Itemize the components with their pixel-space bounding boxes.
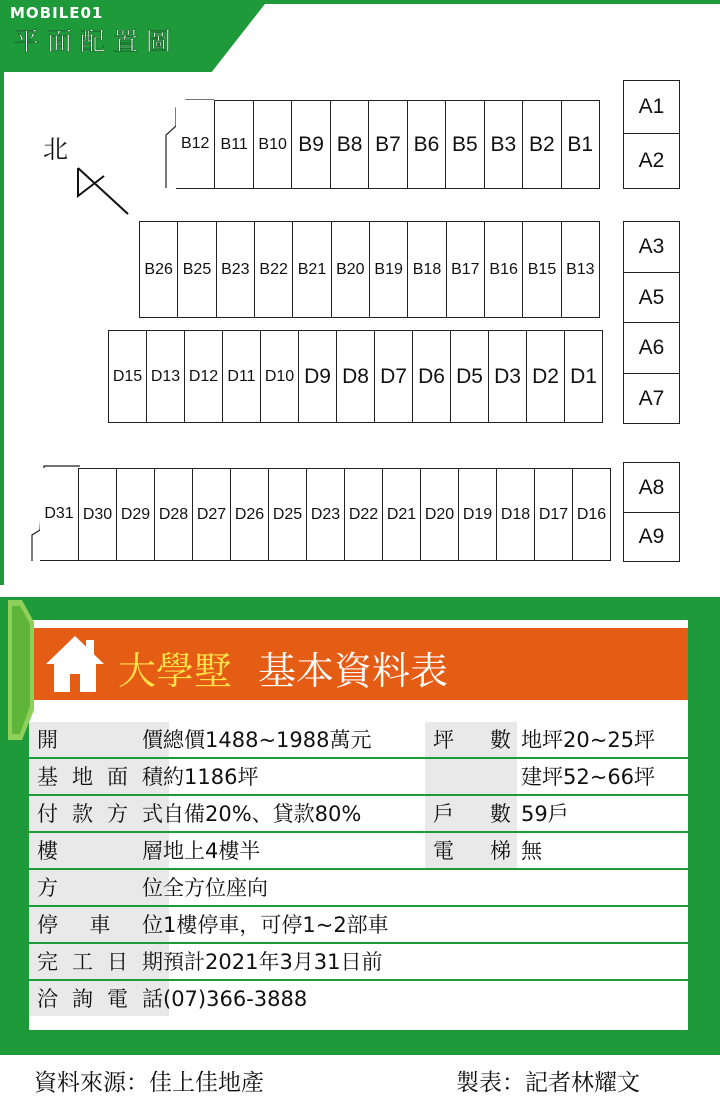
unit-d31: D31 (40, 468, 79, 561)
unit-d29: D29 (116, 468, 155, 561)
row-label: 洽詢電話 (29, 981, 169, 1016)
north-label: 北 (43, 135, 69, 164)
unit-d8: D8 (336, 330, 375, 423)
row-label: 停車位 (29, 907, 169, 942)
unit-b5: B5 (445, 100, 484, 189)
unit-d16: D16 (572, 468, 611, 561)
table-row (29, 907, 688, 944)
unit-d5: D5 (450, 330, 489, 423)
unit-b9: B9 (291, 100, 330, 189)
row-value: 地上4樓半 (163, 839, 261, 863)
unit-d26: D26 (230, 468, 269, 561)
unit-a7: A7 (623, 373, 680, 424)
info-table (29, 722, 688, 1018)
unit-d30: D30 (78, 468, 117, 561)
unit-d19: D19 (458, 468, 497, 561)
unit-a5: A5 (623, 272, 680, 323)
unit-b25: B25 (177, 221, 216, 318)
unit-d21: D21 (382, 468, 421, 561)
unit-d12: D12 (184, 330, 223, 423)
row-value: 全方位座向 (163, 876, 268, 900)
row-label: 樓層 (29, 833, 169, 868)
table-row (29, 833, 688, 870)
unit-b18: B18 (407, 221, 446, 318)
row-label-2 (425, 759, 517, 794)
unit-b21: B21 (292, 221, 331, 318)
row-label: 基地面積 (29, 759, 169, 794)
row-value-2: 59戶 (521, 802, 569, 826)
table-credit: 製表：記者林耀文 (456, 1070, 640, 1096)
unit-d18: D18 (496, 468, 535, 561)
table-title: 基本資料表 (258, 649, 449, 693)
row-label-2: 戶數 (425, 796, 517, 831)
unit-d3: D3 (488, 330, 527, 423)
row-label: 方位 (29, 870, 169, 905)
unit-d2: D2 (526, 330, 565, 423)
unit-b6: B6 (407, 100, 446, 189)
data-source: 資料來源：佳上佳地產 (34, 1070, 264, 1096)
unit-d17: D17 (534, 468, 573, 561)
table-row (29, 759, 688, 796)
unit-d13: D13 (146, 330, 185, 423)
unit-b13: B13 (561, 221, 600, 318)
unit-d10: D10 (260, 330, 299, 423)
unit-a9: A9 (623, 512, 680, 562)
row-value: (07)366-3888 (163, 987, 308, 1011)
unit-b11: B11 (214, 100, 253, 189)
unit-d6: D6 (412, 330, 451, 423)
table-row (29, 796, 688, 833)
row-value: 自備20%、貸款80% (163, 802, 362, 826)
unit-d20: D20 (420, 468, 459, 561)
unit-b2: B2 (522, 100, 561, 189)
unit-b8: B8 (330, 100, 369, 189)
table-row (29, 944, 688, 981)
unit-b7: B7 (368, 100, 407, 189)
unit-b12: B12 (176, 100, 215, 189)
unit-d1: D1 (564, 330, 603, 423)
unit-d7: D7 (374, 330, 413, 423)
unit-b22: B22 (254, 221, 293, 318)
header-strip-top (29, 620, 688, 628)
unit-a2: A2 (623, 133, 680, 189)
unit-a3: A3 (623, 221, 680, 273)
table-row (29, 981, 688, 1018)
row-label: 完工日期 (29, 944, 169, 979)
unit-b16: B16 (484, 221, 523, 318)
header-strip-bottom (29, 700, 688, 708)
house-icon (44, 632, 106, 696)
unit-a6: A6 (623, 322, 680, 374)
unit-d25: D25 (268, 468, 307, 561)
unit-b20: B20 (331, 221, 370, 318)
unit-d9: D9 (298, 330, 337, 423)
table-row (29, 722, 688, 759)
table-row (29, 870, 688, 907)
unit-b1: B1 (561, 100, 600, 189)
unit-d28: D28 (154, 468, 193, 561)
tab-arrow-icon (8, 600, 34, 740)
unit-d23: D23 (306, 468, 345, 561)
project-name: 大學墅 (118, 649, 233, 693)
row-value-2: 無 (521, 839, 542, 863)
unit-d22: D22 (344, 468, 383, 561)
unit-b10: B10 (253, 100, 292, 189)
row-label-2: 坪數 (425, 722, 517, 757)
brand-logo: MOBILE01 (10, 4, 104, 22)
unit-d27: D27 (192, 468, 231, 561)
row-value: 總價1488~1988萬元 (163, 728, 372, 752)
unit-b17: B17 (446, 221, 485, 318)
row-value-2: 地坪20~25坪 (521, 728, 656, 752)
row-label: 付款方式 (29, 796, 169, 831)
row-label-2: 電梯 (425, 833, 517, 868)
row-value: 預計2021年3月31日前 (163, 950, 383, 974)
unit-b19: B19 (369, 221, 408, 318)
row-value-2: 建坪52~66坪 (521, 765, 656, 789)
row-value: 1樓停車，可停1~2部車 (163, 913, 389, 937)
unit-d15: D15 (108, 330, 147, 423)
plan-title: 平面配置圖 (14, 27, 180, 56)
unit-a8: A8 (623, 462, 680, 513)
unit-b15: B15 (522, 221, 561, 318)
row-label: 開價 (29, 722, 169, 757)
unit-d11: D11 (222, 330, 261, 423)
row-value: 約1186坪 (163, 765, 259, 789)
unit-b3: B3 (484, 100, 523, 189)
unit-b23: B23 (216, 221, 255, 318)
unit-b26: B26 (139, 221, 178, 318)
unit-a1: A1 (623, 80, 680, 134)
